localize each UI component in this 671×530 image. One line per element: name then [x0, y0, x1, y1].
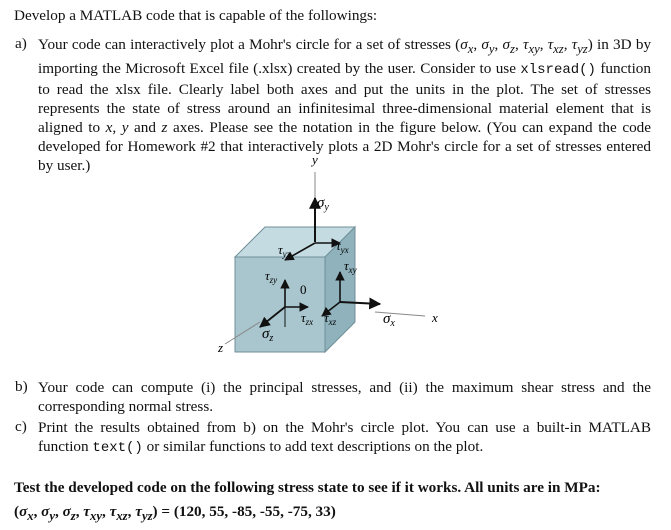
- axis-y-label: y: [312, 152, 318, 167]
- tau-xz-label: $\tau_{xz}$: [324, 310, 337, 327]
- xlsread-code: xlsread(): [520, 62, 596, 79]
- item-c-label: c): [15, 418, 27, 435]
- item-a-label: a): [15, 35, 27, 52]
- axis-z-label: z: [218, 340, 224, 355]
- cube-front-face: [235, 257, 325, 352]
- item-c: [15, 418, 651, 458]
- tau-yz-label: $\tau_{yz}$: [278, 242, 291, 259]
- stress-element-figure: [190, 152, 480, 357]
- stress-state: ($\sigma_x$, $\sigma_y$, $\sigma_z$, $\tau_{xy}$, $\tau_{xz}$, $\tau_{yz}) = (120$, 55, -85, -55, -75, 33): [14, 503, 336, 524]
- sigma-y-label: $\sigma_y$: [317, 195, 329, 213]
- sigma-x-label: $\sigma_x$: [383, 311, 395, 329]
- axis-x-label: x: [432, 310, 438, 325]
- tau-xy-label: $\tau_{xy}$: [344, 258, 357, 275]
- origin-label: 0: [300, 282, 307, 297]
- stress-values: (120, 55, -85, -55, -75, 33): [173, 503, 336, 520]
- test-instruction: Test the developed code on the following stress state to see if it works. All units are in MPa:: [14, 479, 601, 496]
- tau-zy-label: $\tau_{zy}$: [265, 268, 278, 285]
- tau-zx-label: $\tau_{zx}$: [301, 310, 314, 327]
- item-c-text: Print the results obtained from b) on the Mohr's circle plot. You can use a built-in MATLAB function text() or similar functions to add text descriptions on the plot.: [38, 419, 651, 456]
- item-b-text: Your code can compute (i) the principal stresses, and (ii) the maximum shear stress and the corresponding normal stress.: [38, 379, 651, 415]
- text-code: text(): [92, 440, 143, 456]
- item-b: [15, 378, 651, 416]
- intro-text: Develop a MATLAB code that is capable of the followings:: [14, 7, 378, 24]
- sigma-z-label: $\sigma_z$: [262, 326, 274, 344]
- tau-yx-label: $\tau_{yx}$: [336, 238, 349, 255]
- item-a-text: Your code can interactively plot a Mohr's circle for a set of stresses ($\sigma_x$, $\sigma_y$, $\sigma_z$, $\tau_{xy}$, $\tau_{xz}$, $\tau_{yz}$) in 3D by importing the Microsoft Excel file (.xlsx) created by the user. Consider to use xlsread() function to read the xlsx file. Clearly label both axes and put the units in the plot. The set of stresses represents the state of stress around an infinitesimal three-dimensional material element that is aligned to x, y and z axes. Please see the notation in the figure below. (You can expand the code developed for Homework #2 that interactively plots a 2D Mohr's circle for a set of stresses entered by user.): [38, 36, 652, 175]
- item-b-label: b): [15, 378, 28, 395]
